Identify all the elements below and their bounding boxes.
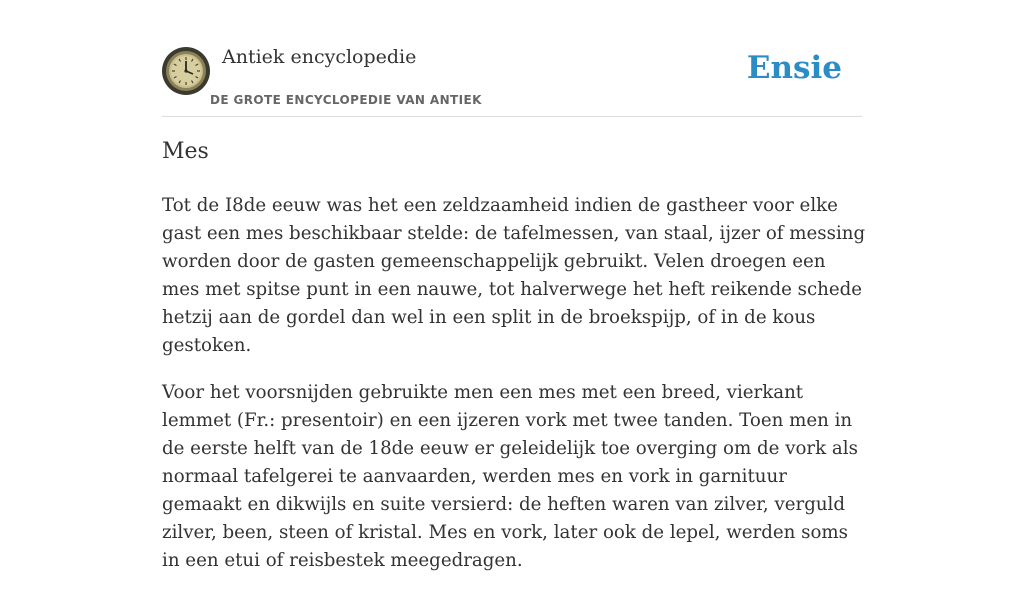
article-body: [162, 192, 868, 594]
clock-icon[interactable]: [162, 47, 210, 95]
article-paragraph: Tot de I8de eeuw was het een zeldzaamheid indien de gastheer voor elke gast een mes beschikbaar stelde: de tafelmessen, van staal, ijzer of messing worden door de gasten gemeenschappelijk gebruikt. Velen droegen een mes met spitse punt in een nauwe, tot halverwege het heft reikende schede hetzij aan de gordel dan wel in een split in de broekspijp, of in de kous gestoken.: [162, 195, 866, 356]
site-title[interactable]: Antiek encyclopedie: [222, 46, 417, 68]
article-title: Mes: [162, 139, 209, 164]
brand-logo[interactable]: Ensie: [746, 50, 842, 86]
site-subtitle: DE GROTE ENCYCLOPEDIE VAN ANTIEK: [210, 93, 482, 107]
site-header: [162, 40, 862, 117]
article-paragraph: Voor het voorsnijden gebruikte men een mes met een breed, vierkant lemmet (Fr.: presentoir) en een ijzeren vork met twee tanden. Toen men in de eerste helft van de 18de eeuw er geleidelijk toe overging om de vork als normaal tafelgerei te aanvaarden, werden mes en vork in garnituur gemaakt en dikwijls en suite versierd: de heften waren van zilver, verguld zilver, been, steen of kristal. Mes en vork, later ook de lepel, werden soms in een etui of reisbestek meegedragen.: [162, 382, 858, 571]
